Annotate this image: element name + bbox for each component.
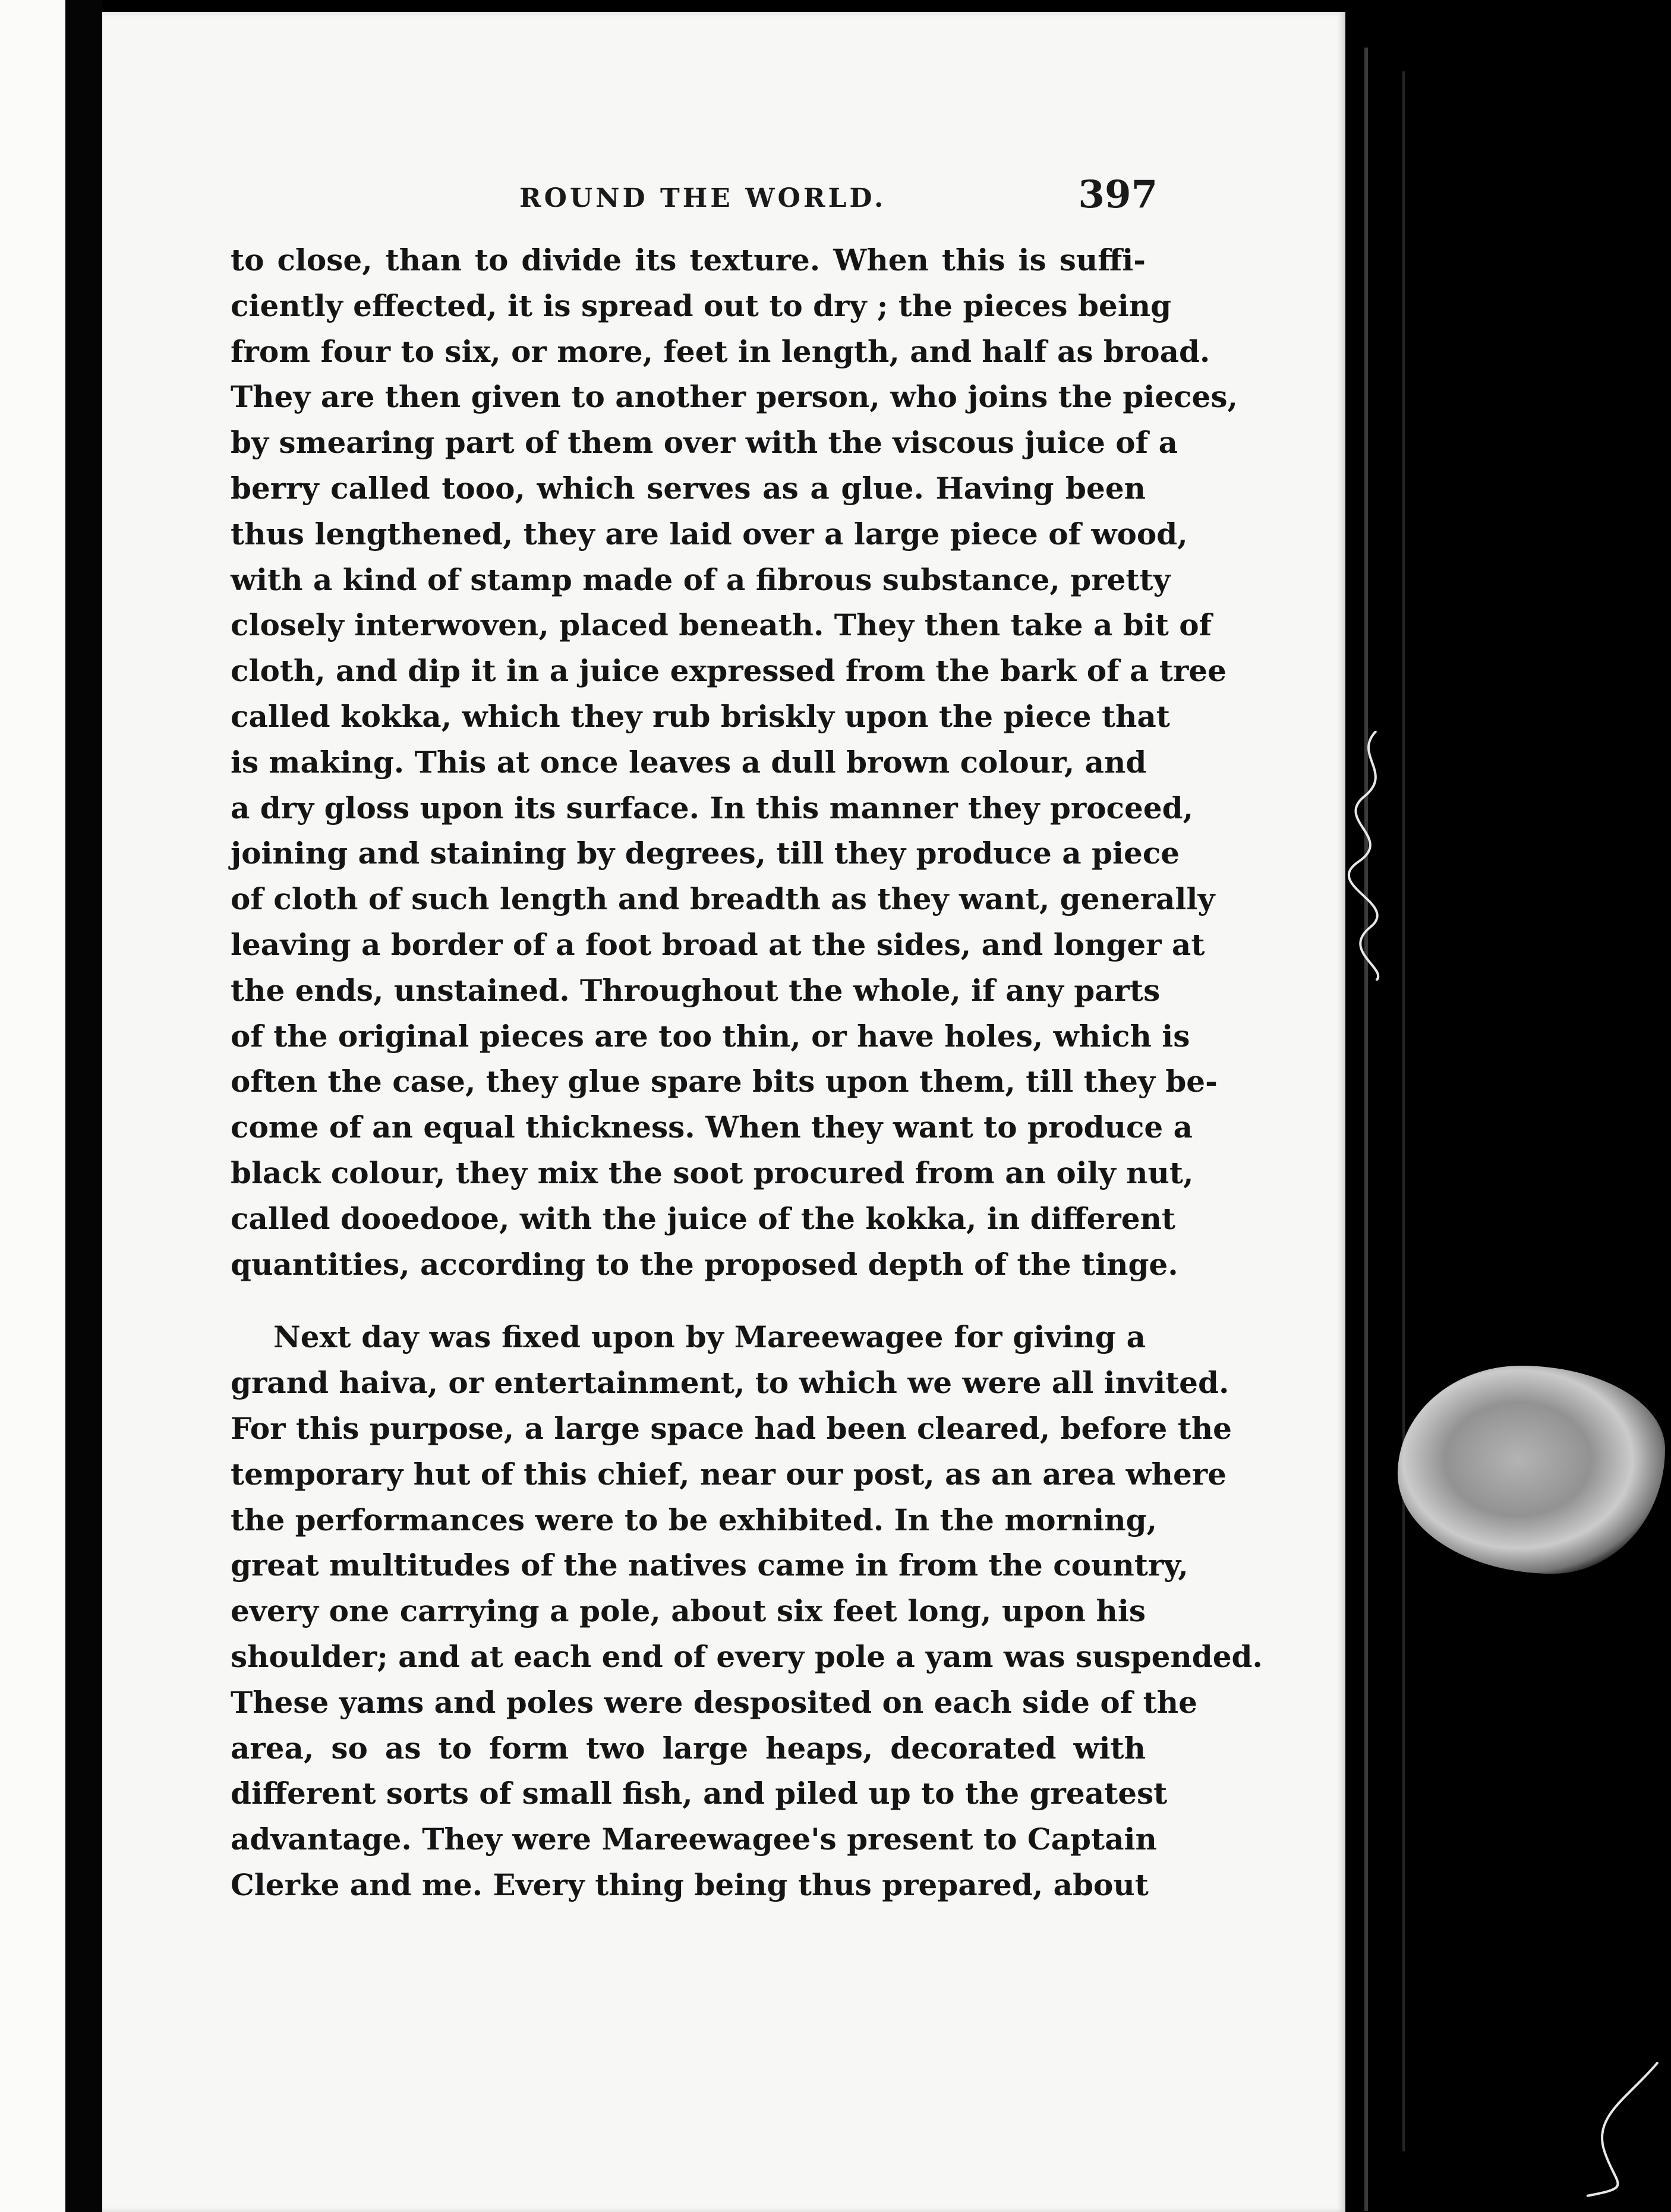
text-line: shoulder; and at each end of every pole a yam was suspended. (231, 1638, 1263, 1674)
text-line: joining and staining by degrees, till they produce a piece (231, 836, 1180, 871)
text-line: berry called tooo, which serves as a glue. Having been (231, 470, 1146, 506)
text-line: advantage. They were Mareewagee's present to Captain (231, 1822, 1157, 1857)
text-line: is making. This at once leaves a dull brown colour, and (231, 744, 1147, 780)
text-line: different sorts of small fish, and piled up to the greatest (231, 1776, 1168, 1811)
text-line: leaving a border of a foot broad at the sides, and longer at (231, 927, 1205, 962)
text-line: quantities, according to the proposed depth of the tinge. (231, 1246, 1178, 1282)
text-line: every one carrying a pole, about six feet long, upon his (231, 1593, 1146, 1629)
text-line: grand haiva, or entertainment, to which we were all invited. (231, 1365, 1229, 1401)
text-line: Clerke and me. Every thing being thus prepared, about (231, 1867, 1149, 1902)
paper-damage-stain (1398, 1366, 1665, 1574)
text-line: area, so as to form two large heaps, decorated with (231, 1730, 1146, 1766)
paragraph-gap (231, 1287, 1146, 1315)
text-line: For this purpose, a large space had been cleared, before the (231, 1410, 1232, 1446)
paragraph-2 (231, 1315, 1263, 1908)
text-line: the performances were to be exhibited. In the morning, (231, 1502, 1157, 1537)
text-line: These yams and poles were desposited on each side of the (231, 1684, 1197, 1720)
text-line: from four to six, or more, feet in length, and half as broad. (231, 333, 1210, 369)
page-edge-shadow-2 (1402, 71, 1405, 2151)
text-line: the ends, unstained. Throughout the whole, if any parts (231, 972, 1161, 1008)
text-line: ciently effected, it is spread out to dry ; the pieces being (231, 288, 1172, 323)
text-line: closely interwoven, placed beneath. They then take a bit of (231, 607, 1212, 643)
text-line: called kokka, which they rub briskly upon the piece that (231, 698, 1170, 734)
text-line: often the case, they glue spare bits upon them, till they be- (231, 1064, 1218, 1099)
text-line: by smearing part of them over with the viscous juice of a (231, 425, 1178, 461)
text-line: of the original pieces are too thin, or have holes, which is (231, 1018, 1190, 1054)
loose-thread-corner (1581, 2062, 1664, 2199)
text-line: a dry gloss upon its surface. In this manner they proceed, (231, 790, 1193, 825)
text-line: temporary hut of this chief, near our post, as an area where (231, 1456, 1227, 1492)
paragraph-1 (231, 238, 1238, 1287)
text-line: They are then given to another person, who joins the pieces, (231, 379, 1238, 415)
text-line: thus lengthened, they are laid over a large piece of wood, (231, 516, 1188, 552)
book-gutter (65, 0, 102, 2212)
text-line: great multitudes of the natives came in from the country, (231, 1548, 1188, 1583)
text-line: to close, than to divide its texture. When this is suffi- (231, 242, 1146, 278)
text-line: cloth, and dip it in a juice expressed from the bark of a tree (231, 653, 1227, 689)
facing-page-edge (0, 0, 65, 2212)
page-header (231, 165, 1158, 237)
text-line: of cloth of such length and breadth as they want, generally (231, 881, 1215, 917)
page-number: 397 (1078, 172, 1158, 217)
running-head: ROUND THE WORLD. (519, 183, 887, 213)
text-line: come of an equal thickness. When they want to produce a (231, 1110, 1193, 1145)
text-line: called dooedooe, with the juice of the kokka, in different (231, 1200, 1176, 1236)
page-edge-shadow (1364, 48, 1368, 2211)
text-line: with a kind of stamp made of a fibrous substance, pretty (231, 562, 1171, 597)
loose-thread (1341, 731, 1406, 981)
body-text (231, 238, 1263, 1908)
text-line: black colour, they mix the soot procured from an oily nut, (231, 1155, 1194, 1190)
text-line: Next day was fixed upon by Mareewagee for giving a (273, 1319, 1146, 1355)
